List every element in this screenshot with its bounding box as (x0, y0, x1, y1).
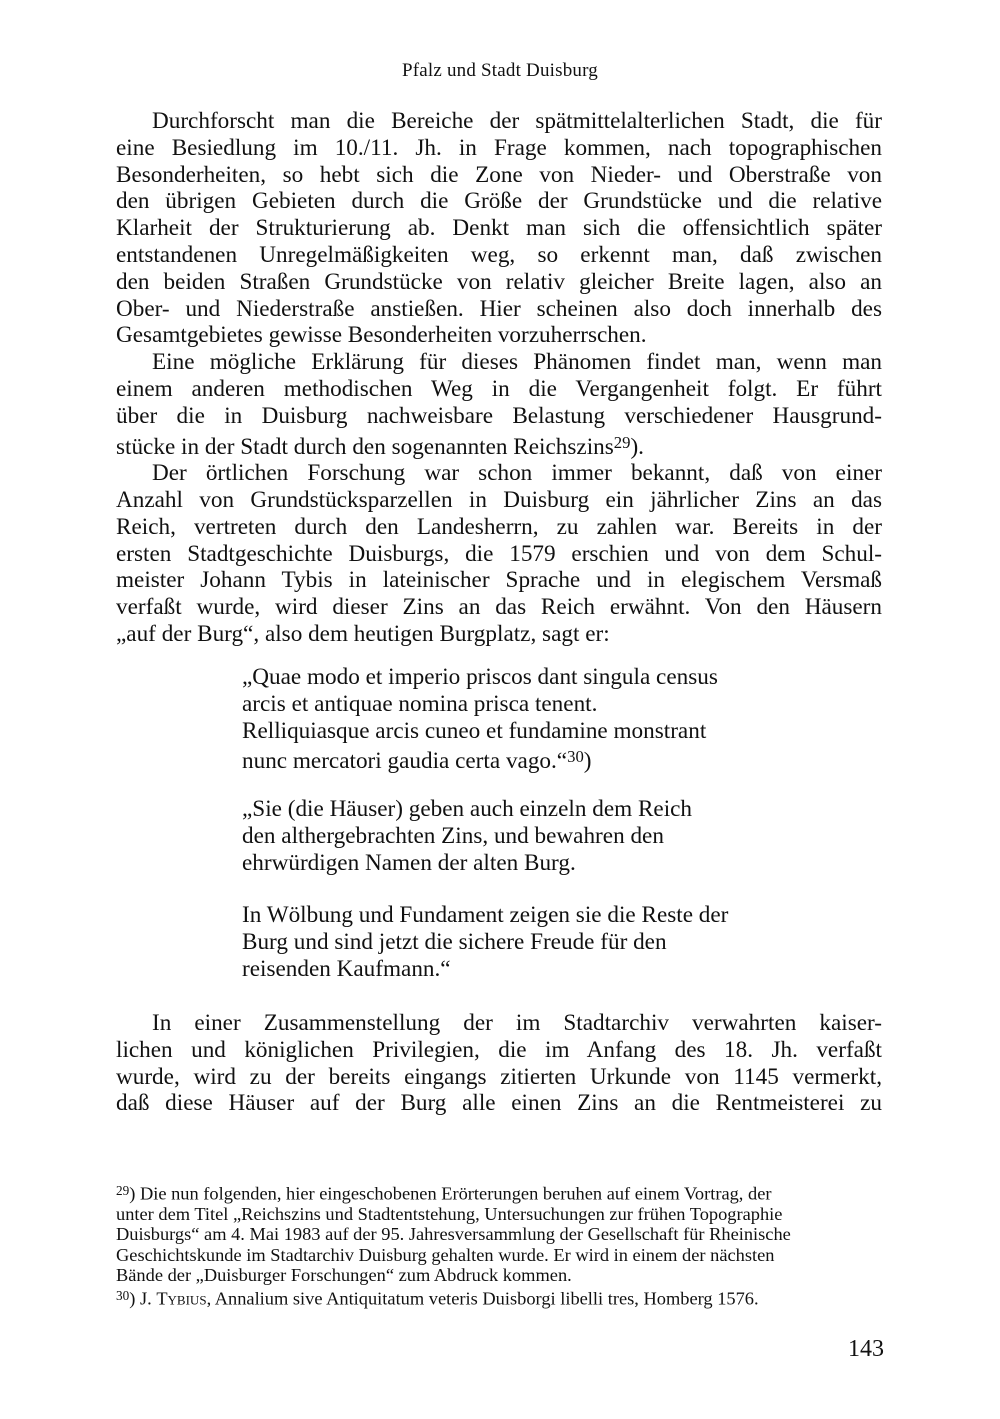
text-line: meister Johann Tybis in lateinischer Sprache und in elegischem Versmaß (116, 567, 882, 594)
paragraph-2 (116, 349, 882, 460)
text-line: ersten Stadtgeschichte Duisburgs, die 1579 erschien und von dem Schul- (116, 540, 882, 567)
text-line: Besonderheiten, so hebt sich die Zone von Nieder- und Oberstraße von (116, 161, 882, 188)
author-name: Tybius (156, 1288, 207, 1309)
text-line: Klarheit der Strukturierung ab. Denkt man sich die offensichtlich später (116, 215, 882, 242)
text-line: daß diese Häuser auf der Burg alle einen Zins an die Rentmeisterei zu (116, 1090, 882, 1117)
verse-line: arcis et antiquae nomina prisca tenent. (242, 690, 598, 717)
footnote-number: 30 (116, 1287, 130, 1303)
footnote-line: Geschichtskunde im Stadtarchiv Duisburg gehalten wurde. Er wird in einem der nächsten (116, 1244, 775, 1265)
text-line: eine Besiedlung im 10./11. Jh. in Frage kommen, nach topographischen (116, 134, 882, 161)
verse-line: Relliquiasque arcis cuneo et fundamine monstrant (242, 717, 707, 744)
verse-line: reisenden Kaufmann.“ (242, 955, 451, 982)
verse-line (242, 744, 842, 775)
text-line: Anzahl von Grundstücksparzellen in Duisburg ein jährlicher Zins an das (116, 487, 882, 513)
quote-latin (242, 664, 842, 775)
text-line: Durchforscht man die Bereiche der spätmittelalterlichen Stadt, die für (152, 108, 882, 134)
text-fragment: stücke in der Stadt durch den sogenannten Reichszins (116, 433, 614, 460)
text-line: Ober- und Niederstraße anstießen. Hier scheinen also doch innerhalb des (116, 295, 882, 322)
text-line: Reich, vertreten durch den Landesherrn, zu zahlen war. Bereits in der (116, 513, 882, 540)
text-line: In einer Zusammenstellung der im Stadtarchiv verwahrten kaiser- (152, 1010, 882, 1036)
footnote-30 (116, 1286, 882, 1309)
footnote-reference: 29 (613, 432, 631, 452)
verse-line: ehrwürdigen Namen der alten Burg. (242, 849, 576, 876)
footnote-line (116, 1286, 882, 1309)
paragraph-3 (116, 460, 882, 648)
text-line: lichen und königlichen Privilegien, die im Anfang des 18. Jh. verfaßt (116, 1036, 882, 1063)
running-header: Pfalz und Stadt Duisburg (401, 60, 599, 81)
text-fragment: ) Die nun folgenden, hier eingeschobenen Erörterungen beruhen auf einem Vortrag, der (129, 1183, 772, 1204)
verse-line: In Wölbung und Fundament zeigen sie die Reste der (242, 902, 729, 928)
text-line: entstandenen Unregelmäßigkeiten weg, so erkennt man, daß zwischen (116, 241, 882, 268)
text-line: Gesamtgebietes gewisse Besonderheiten vorzuherrschen. (116, 322, 647, 349)
footnote-line: Duisburgs“ am 4. Mai 1983 auf der 95. Jahresversammlung der Gesellschaft für Rheinische (116, 1224, 791, 1245)
footnote-line: Bände der „Duisburger Forschungen“ zum Abdruck kommen. (116, 1265, 572, 1286)
text-line: „auf der Burg“, also dem heutigen Burgplatz, sagt er: (116, 620, 610, 647)
quote-german-2 (242, 902, 842, 982)
footnote-reference: 30 (567, 747, 584, 767)
paragraph-4 (116, 1010, 882, 1117)
main-text (116, 108, 882, 648)
footnote-line: unter dem Titel „Reichszins und Stadtentstehung, Untersuchungen zur frühen Topographie (116, 1204, 783, 1225)
quote-german-1 (242, 796, 842, 876)
text-line: Der örtlichen Forschung war schon immer bekannt, daß von einer (152, 460, 882, 487)
text-fragment: nunc mercatori gaudia certa vago.“ (242, 748, 568, 775)
verse-line: „Quae modo et imperio priscos dant singula census (242, 664, 718, 690)
text-line: Eine mögliche Erklärung für dieses Phänomen findet man, wenn man (152, 349, 882, 376)
text-fragment: , Annalium sive Antiquitatum veteris Duisborgi libelli tres, Homberg 1576. (206, 1288, 759, 1309)
text-line: verfaßt wurde, wird dieser Zins an das Reich erwähnt. Von den Häusern (116, 594, 882, 621)
text-line (116, 430, 882, 461)
footnote-29 (116, 1181, 882, 1286)
text-line: den beiden Straßen Grundstücke von relativ gleicher Breite lagen, also an (116, 268, 882, 295)
text-line: den übrigen Gebieten durch die Größe der Grundstücke und die relative (116, 188, 882, 215)
paragraph-1 (116, 108, 882, 349)
verse-line: den althergebrachten Zins, und bewahren den (242, 822, 664, 849)
verse-line: Burg und sind jetzt die sichere Freude für den (242, 928, 667, 955)
verse-line: „Sie (die Häuser) geben auch einzeln dem Reich (242, 796, 693, 822)
footnotes (116, 1181, 882, 1309)
text-line: einem anderen methodischen Weg in die Vergangenheit folgt. Er führt (116, 375, 882, 402)
footnote-line (116, 1181, 882, 1204)
page-number: 143 (848, 1336, 884, 1362)
text-fragment: ) (583, 748, 592, 775)
text-line: über die in Duisburg nachweisbare Belastung verschiedener Hausgrund- (116, 402, 882, 429)
text-fragment: ) J. (129, 1288, 157, 1309)
footnote-number: 29 (116, 1183, 130, 1198)
text-fragment: ). (630, 433, 644, 460)
text-line: wurde, wird zu der bereits eingangs zitierten Urkunde von 1145 vermerkt, (116, 1063, 882, 1090)
